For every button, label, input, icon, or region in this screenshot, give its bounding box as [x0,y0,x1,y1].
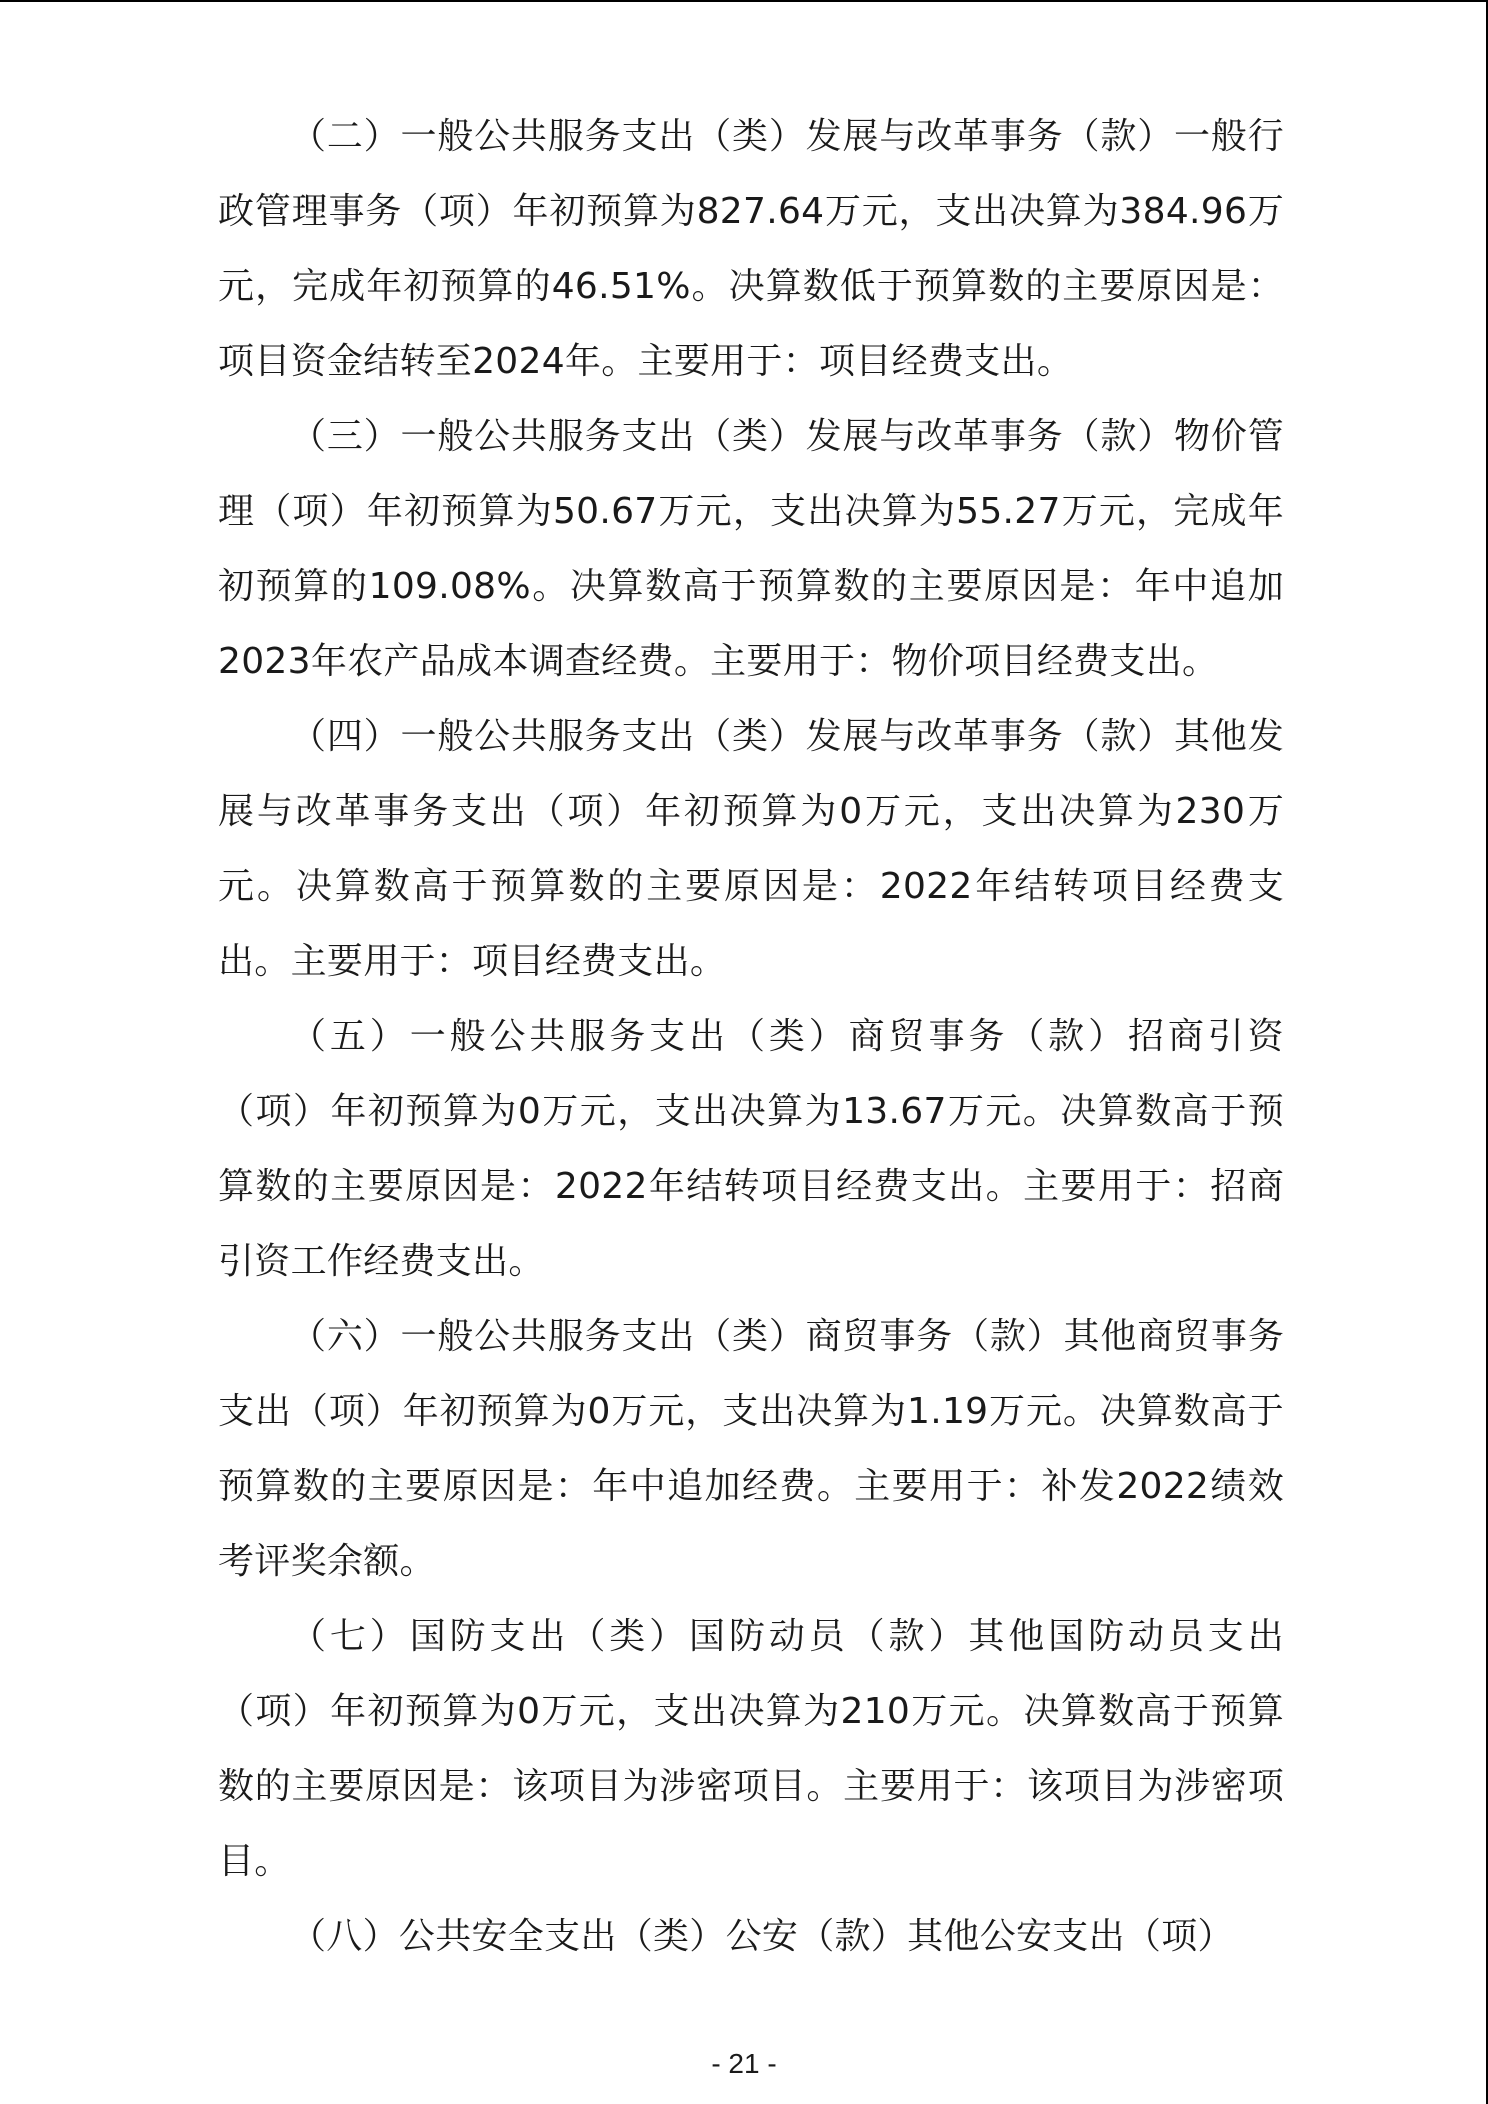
paragraph-item-8: （八）公共安全支出（类）公安（款）其他公安支出（项） [290,1916,1234,1957]
paragraph-item-2: （二）一般公共服务支出（类）发展与改革事务（款）一般行政管理事务（项）年初预算为827.64万元，支出决算为384.96万元，完成年初预算的46.51%。决算数低于预算数的主要原因是：项目资金结转至2024年。主要用于：项目经费支出。 [218,116,1284,382]
page-number: - 21 - [711,2048,777,2079]
paragraph-item-6: （六）一般公共服务支出（类）商贸事务（款）其他商贸事务支出（项）年初预算为0万元，支出决算为1.19万元。决算数高于预算数的主要原因是：年中追加经费。主要用于：补发2022绩效考评奖余额。 [218,1316,1284,1582]
paragraph-item-4: （四）一般公共服务支出（类）发展与改革事务（款）其他发展与改革事务支出（项）年初预算为0万元，支出决算为230万元。决算数高于预算数的主要原因是：2022年结转项目经费支出。主要用于：项目经费支出。 [218,716,1284,982]
paragraph-item-3: （三）一般公共服务支出（类）发展与改革事务（款）物价管理（项）年初预算为50.67万元，支出决算为55.27万元，完成年初预算的109.08%。决算数高于预算数的主要原因是：年中追加2023年农产品成本调查经费。主要用于：物价项目经费支出。 [218,416,1284,682]
paragraph-item-7: （七）国防支出（类）国防动员（款）其他国防动员支出（项）年初预算为0万元，支出决算为210万元。决算数高于预算数的主要原因是：该项目为涉密项目。主要用于：该项目为涉密项目。 [218,1616,1284,1882]
document-body [218,99,1284,1974]
paragraph-item-5: （五）一般公共服务支出（类）商贸事务（款）招商引资（项）年初预算为0万元，支出决算为13.67万元。决算数高于预算数的主要原因是：2022年结转项目经费支出。主要用于：招商引资工作经费支出。 [218,1016,1284,1282]
